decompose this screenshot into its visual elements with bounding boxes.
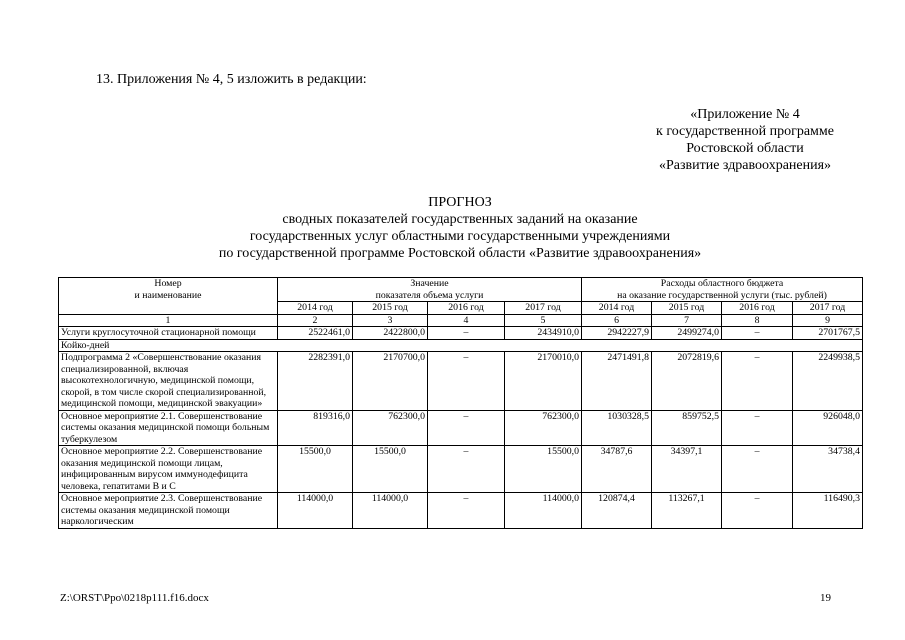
value-cell: – xyxy=(428,446,505,493)
row-name: Койко-дней xyxy=(59,339,863,352)
value-cell: – xyxy=(428,493,505,529)
value-cell: 113267,1 xyxy=(652,493,722,529)
title-line: по государственной программе Ростовской области «Развитие здравоохранения» xyxy=(218,246,702,261)
value-cell: 1030328,5 xyxy=(582,410,652,446)
year-header: 2015 год xyxy=(652,302,722,315)
value-cell: 2170010,0 xyxy=(505,352,582,411)
appendix-line: «Приложение № 4 xyxy=(690,107,800,122)
year-header: 2014 год xyxy=(278,302,353,315)
value-cell: – xyxy=(722,446,793,493)
value-cell: 859752,5 xyxy=(652,410,722,446)
value-cell: – xyxy=(722,410,793,446)
value-cell: – xyxy=(722,493,793,529)
year-header: 2016 год xyxy=(428,302,505,315)
value-cell: 2942227,9 xyxy=(582,327,652,340)
value-cell: 116490,3 xyxy=(793,493,863,529)
value-cell: 762300,0 xyxy=(505,410,582,446)
document-title xyxy=(150,194,770,262)
value-cell: 2249938,5 xyxy=(793,352,863,411)
column-number: 4 xyxy=(428,314,505,327)
row-name: Подпрограмма 2 «Совершенствование оказания специализированной, включая высокотехнологичную, медицинской помощи, скорой, в том числе скорой специализированной, медицинской помощи, медицинской эвакуации» xyxy=(59,352,278,411)
column-number: 5 xyxy=(505,314,582,327)
header-expense-cell: Расходы областного бюджета на оказание государственной услуги (тыс. рублей) xyxy=(582,278,863,302)
column-number: 6 xyxy=(582,314,652,327)
header-value-cell: Значение показателя объема услуги xyxy=(278,278,582,302)
column-number: 3 xyxy=(353,314,428,327)
value-cell: 15500,0 xyxy=(505,446,582,493)
year-header: 2017 год xyxy=(793,302,863,315)
year-header: 2014 год xyxy=(582,302,652,315)
value-cell: 2282391,0 xyxy=(278,352,353,411)
intro-text: 13. Приложения № 4, 5 изложить в редакции: xyxy=(96,72,367,87)
forecast-table xyxy=(58,277,863,529)
table-row xyxy=(59,446,863,493)
value-cell: 34738,4 xyxy=(793,446,863,493)
table-row xyxy=(59,493,863,529)
footer-file-path: Z:\ORST\Ppo\0218p111.f16.docx xyxy=(60,592,209,604)
table-header-row xyxy=(59,278,863,302)
appendix-header xyxy=(620,106,870,174)
value-cell: 34787,6 xyxy=(582,446,652,493)
title-line: сводных показателей государственных заданий на оказание xyxy=(282,212,638,227)
value-cell: 114000,0 xyxy=(353,493,428,529)
table-row xyxy=(59,410,863,446)
year-header: 2015 год xyxy=(353,302,428,315)
value-cell: 34397,1 xyxy=(652,446,722,493)
value-cell: 2471491,8 xyxy=(582,352,652,411)
row-name: Основное мероприятие 2.1. Совершенствование системы оказания медицинской помощи больным туберкулезом xyxy=(59,410,278,446)
value-cell: 926048,0 xyxy=(793,410,863,446)
appendix-line: «Развитие здравоохранения» xyxy=(658,158,832,173)
value-cell: 15500,0 xyxy=(278,446,353,493)
column-number: 8 xyxy=(722,314,793,327)
column-number: 2 xyxy=(278,314,353,327)
year-header: 2016 год xyxy=(722,302,793,315)
value-cell: 2522461,0 xyxy=(278,327,353,340)
value-cell: 819316,0 xyxy=(278,410,353,446)
table-row xyxy=(59,327,863,340)
column-number: 9 xyxy=(793,314,863,327)
value-cell: 2422800,0 xyxy=(353,327,428,340)
year-header: 2017 год xyxy=(505,302,582,315)
table-row xyxy=(59,339,863,352)
value-cell: 2499274,0 xyxy=(652,327,722,340)
value-cell: 114000,0 xyxy=(278,493,353,529)
value-cell: 15500,0 xyxy=(353,446,428,493)
table-row xyxy=(59,352,863,411)
value-cell: 114000,0 xyxy=(505,493,582,529)
value-cell: 2701767,5 xyxy=(793,327,863,340)
value-cell: 2170700,0 xyxy=(353,352,428,411)
value-cell: 2072819,6 xyxy=(652,352,722,411)
value-cell: – xyxy=(722,327,793,340)
value-cell: – xyxy=(428,352,505,411)
value-cell: – xyxy=(722,352,793,411)
row-name: Основное мероприятие 2.3. Совершенствование системы оказания медицинской помощи наркологическим xyxy=(59,493,278,529)
appendix-line: Ростовской области xyxy=(686,141,804,156)
row-name: Основное мероприятие 2.2. Совершенствование оказания медицинской помощи лицам, инфицированным вирусом иммунодефицита человека, гепатитами B и C xyxy=(59,446,278,493)
row-name: Услуги круглосуточной стационарной помощи xyxy=(59,327,278,340)
value-cell: 2434910,0 xyxy=(505,327,582,340)
value-cell: – xyxy=(428,327,505,340)
column-number: 7 xyxy=(652,314,722,327)
value-cell: 120874,4 xyxy=(582,493,652,529)
title-line: ПРОГНОЗ xyxy=(428,195,492,210)
value-cell: – xyxy=(428,410,505,446)
column-number: 1 xyxy=(59,314,278,327)
value-cell: 762300,0 xyxy=(353,410,428,446)
table-number-row xyxy=(59,314,863,327)
appendix-line: к государственной программе xyxy=(656,124,834,139)
header-name-cell: Номер и наименование xyxy=(59,278,278,315)
page-number: 19 xyxy=(820,592,831,604)
title-line: государственных услуг областными государственными учреждениями xyxy=(249,229,671,244)
